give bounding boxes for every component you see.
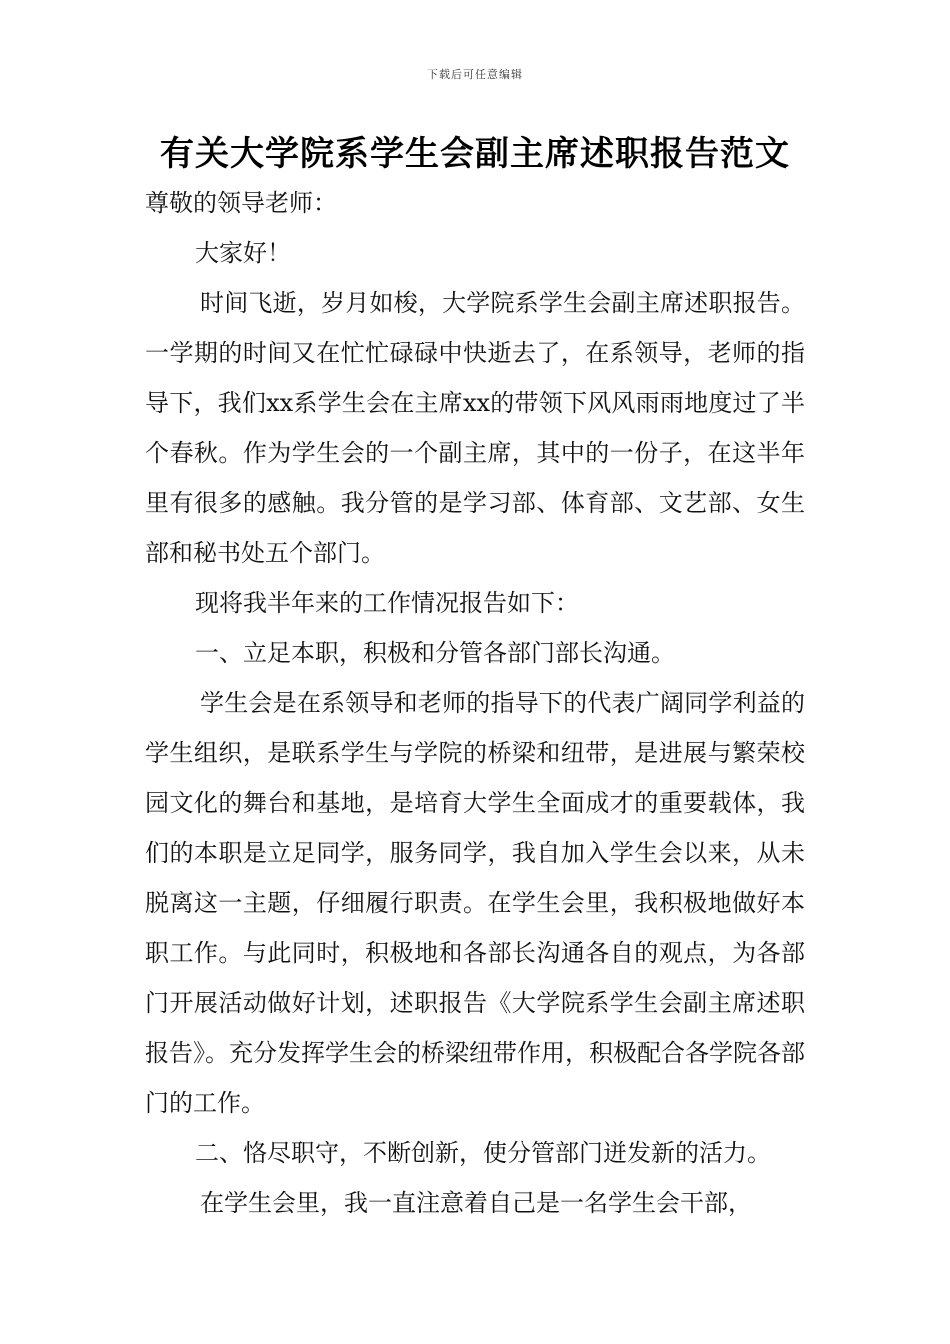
greeting: 大家好！ (195, 239, 291, 267)
salutation: 尊敬的领导老师： (145, 189, 337, 217)
header-note: 下载后可任意编辑 (427, 68, 523, 81)
paragraph-report-lead: 现将我半年来的工作情况报告如下： (195, 589, 579, 617)
document-body (145, 178, 805, 1228)
paragraph-section-1: 学生会是在系领导和老师的指导下的代表广阔同学利益的学生组织，是联系学生与学院的桥梁和纽带，是进展与繁荣校园文化的舞台和基地，是培育大学生全面成才的重要载体，我们的本职是立足同学，服务同学，我自加入学生会以来，从未脱离这一主题，仔细履行职责。在学生会里，我积极地做好本职工作。与此同时，积极地和各部长沟通各自的观点，为各部门开展活动做好计划，述职报告《大学院系学生会副主席述职报告》。充分发挥学生会的桥梁纽带作用，积极配合各学院各部门的工作。 (145, 689, 805, 1117)
paragraph-intro: 时间飞逝，岁月如梭，大学院系学生会副主席述职报告。一学期的时间又在忙忙碌碌中快逝去了，在系领导，老师的指导下，我们xx系学生会在主席xx的带领下风风雨雨地度过了半个春秋。作为学生会的一个副主席，其中的一份子，在这半年里有很多的感触。我分管的是学习部、体育部、文艺部、女生部和秘书处五个部门。 (145, 289, 805, 567)
section-heading-2: 二、恪尽职守，不断创新，使分管部门迸发新的活力。 (195, 1139, 771, 1167)
section-heading-1: 一、立足本职，积极和分管各部门部长沟通。 (195, 639, 675, 667)
document-title: 有关大学院系学生会副主席述职报告范文 (160, 134, 790, 174)
paragraph-section-2: 在学生会里，我一直注意着自己是一名学生会干部， (200, 1189, 752, 1217)
